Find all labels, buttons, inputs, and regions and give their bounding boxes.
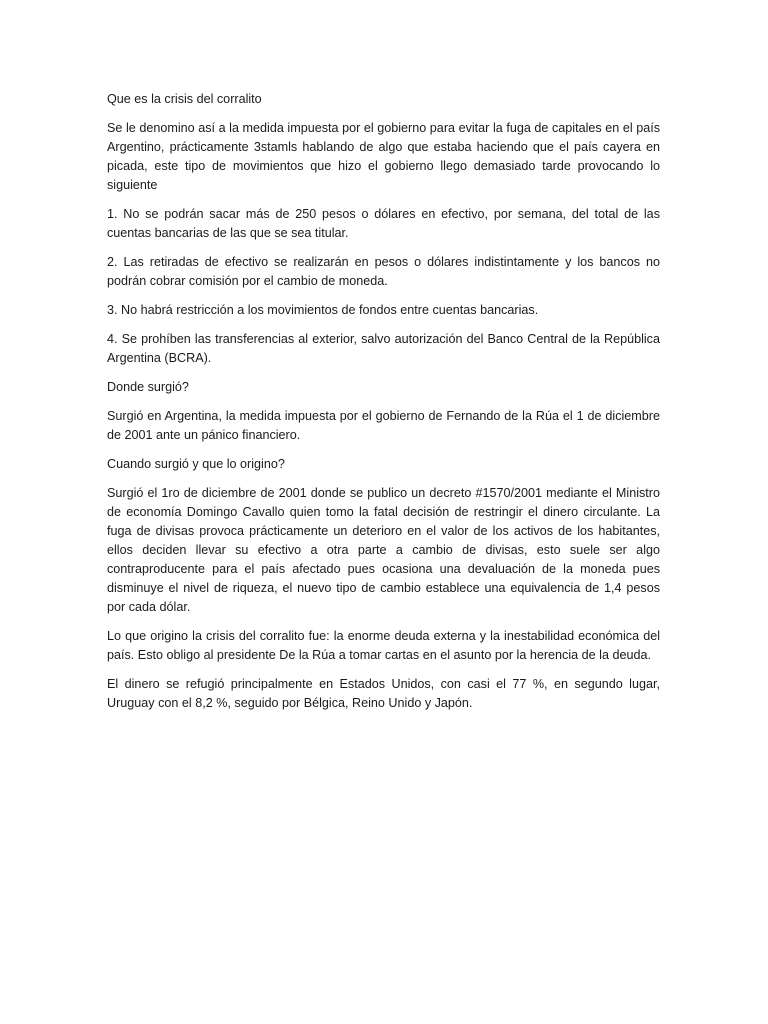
answer-paragraph-when: Surgió el 1ro de diciembre de 2001 donde se publico un decreto #1570/2001 mediante el Ministro de economía Domingo Cavallo quien tomo la fatal decisión de restringir el dinero circulante. La fuga de divisas provoca prácticamente un deterioro en el valor de los activos de los habitantes, ellos deciden llevar su efectivo a otra parte a cambio de divisas, esto suele ser algo contraproducente para el país afectado pues ocasiona una devaluación de la moneda pues disminuye el nivel de riqueza, el nuevo tipo de cambio establece una equivalencia de 1,4 pesos por cada dólar. (107, 486, 660, 614)
document-page (107, 90, 660, 723)
list-item-2: 2. Las retiradas de efectivo se realizarán en pesos o dólares indistintamente y los bancos no podrán cobrar comisión por el cambio de moneda. (107, 255, 660, 288)
question-heading-when: Cuando surgió y que lo origino? (107, 457, 285, 471)
intro-paragraph: Se le denomino así a la medida impuesta por el gobierno para evitar la fuga de capitales en el país Argentino, prácticamente 3stamls hablando de algo que estaba haciendo que el país cayera en picada, este tipo de movimientos que hizo el gobierno llego demasiado tarde provocando lo siguiente (107, 121, 660, 192)
list-item-4: 4. Se prohíben las transferencias al exterior, salvo autorización del Banco Central de la República Argentina (BCRA). (107, 332, 660, 365)
list-item-3: 3. No habrá restricción a los movimientos de fondos entre cuentas bancarias. (107, 303, 539, 317)
list-item-1: 1. No se podrán sacar más de 250 pesos o dólares en efectivo, por semana, del total de las cuentas bancarias de las que se sea titular. (107, 207, 660, 240)
answer-paragraph-where: Surgió en Argentina, la medida impuesta por el gobierno de Fernando de la Rúa el 1 de diciembre de 2001 ante un pánico financiero. (107, 409, 660, 442)
document-title: Que es la crisis del corralito (107, 92, 262, 106)
question-heading-where: Donde surgió? (107, 380, 189, 394)
closing-paragraph: El dinero se refugió principalmente en Estados Unidos, con casi el 77 %, en segundo lugar, Uruguay con el 8,2 %, seguido por Bélgica, Reino Unido y Japón. (107, 677, 660, 710)
cause-paragraph: Lo que origino la crisis del corralito fue: la enorme deuda externa y la inestabilidad económica del país. Esto obligo al presidente De la Rúa a tomar cartas en el asunto por la herencia de la deuda. (107, 629, 660, 662)
